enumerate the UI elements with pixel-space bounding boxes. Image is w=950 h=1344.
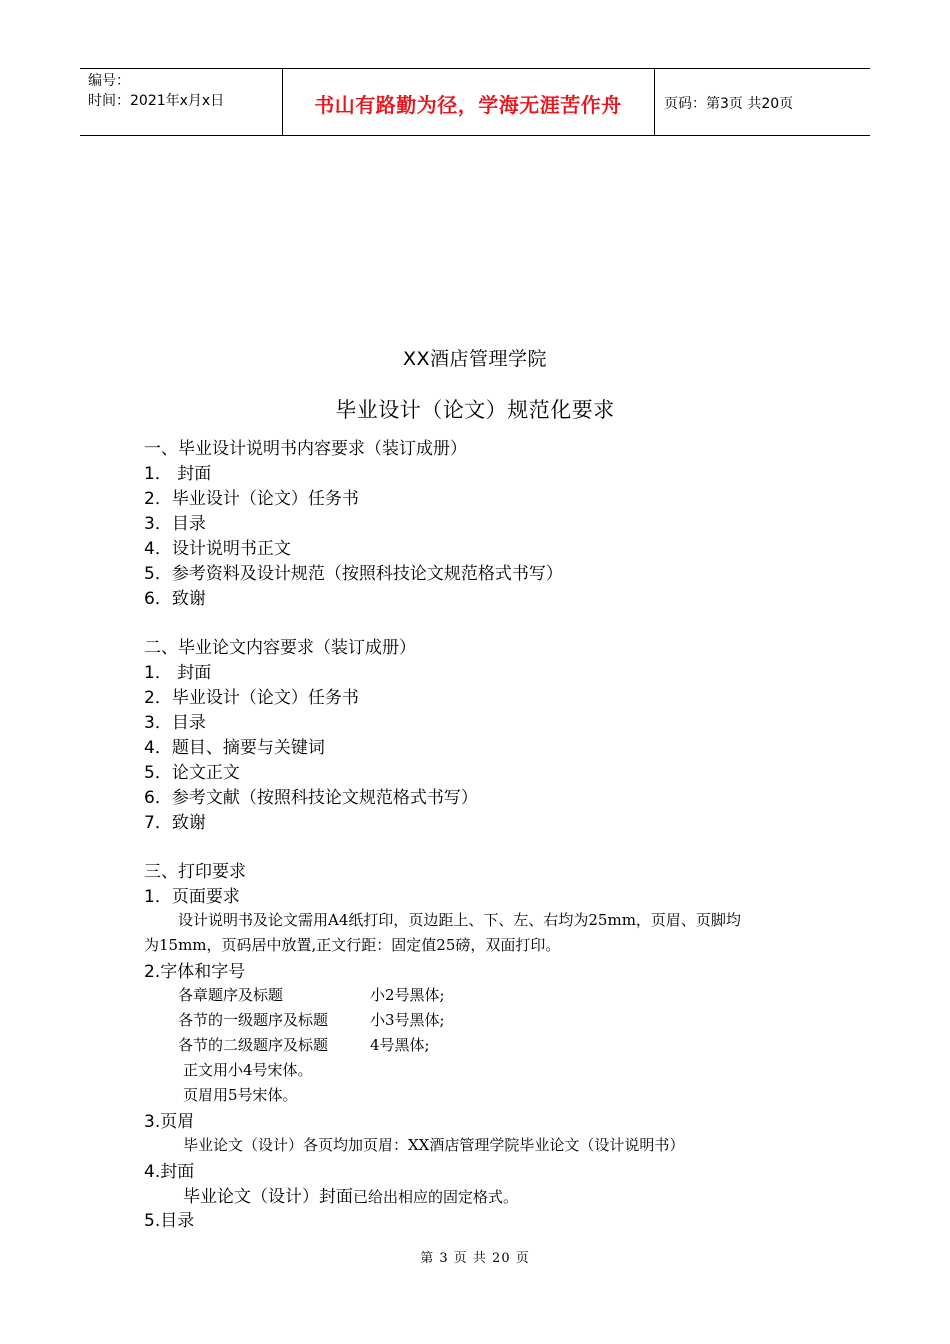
font-req-heading: 2.字体和字号 (144, 962, 246, 982)
section3-heading: 三、打印要求 (144, 862, 246, 882)
header-number-label: 编号： (88, 73, 130, 89)
page-req-text: 设计说明书及论文需用A4纸打印，页边距上、下、左、右均为25mm，页眉、页脚均 (178, 911, 741, 929)
cover-req-text: 已给出相应的固定格式。 (353, 1188, 519, 1206)
cover-req-line (183, 1182, 518, 1207)
list-item: 7．致谢 (144, 813, 206, 833)
list-item: 1． 封面 (144, 663, 212, 683)
font-row-label: 各节的一级题序及标题 (178, 1011, 329, 1029)
page-req-heading: 1．页面要求 (144, 887, 240, 907)
list-item: 3．目录 (144, 514, 206, 534)
font-row-label: 各节的二级题序及标题 (178, 1036, 329, 1054)
section2-heading: 二、毕业论文内容要求（装订成册） (144, 638, 416, 658)
list-item: 5．论文正文 (144, 763, 240, 783)
header-date: 时间：2021年x月x日 (88, 93, 225, 109)
body-font-text: 正文用小4号宋体。 (183, 1061, 313, 1079)
header-req-text: 毕业论文（设计）各页均加页眉：XX酒店管理学院毕业论文（设计说明书） (183, 1136, 685, 1154)
font-row-label: 各章题序及标题 (178, 986, 284, 1004)
list-item: 4．题目、摘要与关键词 (144, 738, 325, 758)
header-meta (88, 71, 224, 111)
font-row-value: 小2号黑体; (370, 986, 445, 1004)
cover-req-bold: 毕业论文（设计）封面 (183, 1187, 353, 1207)
page-header-table (80, 68, 870, 136)
list-item: 6．参考文献（按照科技论文规范格式书写） (144, 788, 478, 808)
institution-title: XX酒店管理学院 (402, 348, 548, 370)
page-footer-number: 第 3 页 共 20 页 (420, 1251, 530, 1266)
document-title: 毕业设计（论文）规范化要求 (335, 398, 615, 422)
section1-heading: 一、毕业设计说明书内容要求（装订成册） (144, 439, 467, 459)
header-divider (654, 69, 655, 135)
header-req-heading: 3.页眉 (144, 1112, 195, 1132)
header-font-text: 页眉用5号宋体。 (183, 1086, 298, 1104)
list-item: 6．致谢 (144, 589, 206, 609)
header-page-info: 页码：第3页 共20页 (664, 96, 794, 112)
list-item: 3．目录 (144, 713, 206, 733)
list-item: 5．参考资料及设计规范（按照科技论文规范格式书写） (144, 564, 563, 584)
toc-req-heading: 5.目录 (144, 1211, 195, 1231)
page-req-text: 为15mm，页码居中放置,正文行距：固定值25磅，双面打印。 (144, 936, 561, 954)
cover-req-heading: 4.封面 (144, 1162, 195, 1182)
list-item: 2．毕业设计（论文）任务书 (144, 688, 359, 708)
list-item: 4．设计说明书正文 (144, 539, 291, 559)
font-row-value: 小3号黑体; (370, 1011, 445, 1029)
header-motto: 书山有路勤为径，学海无涯苦作舟 (314, 93, 622, 117)
list-item: 1． 封面 (144, 464, 212, 484)
list-item: 2．毕业设计（论文）任务书 (144, 489, 359, 509)
font-row-value: 4号黑体; (370, 1036, 430, 1054)
